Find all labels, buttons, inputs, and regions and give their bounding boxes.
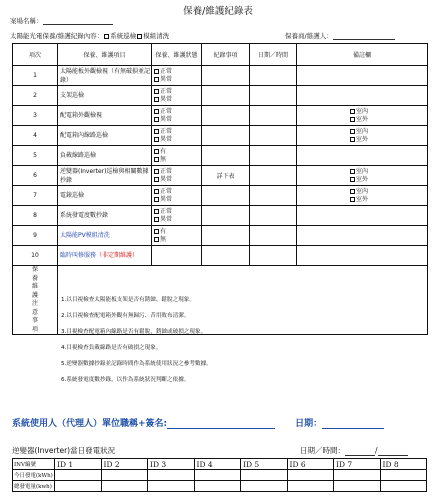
row-status xyxy=(152,166,202,186)
row-item xyxy=(58,226,152,246)
inv-id-header: ID 4 xyxy=(194,459,241,470)
row-note xyxy=(297,86,428,106)
header-datetime: 日期／時間 xyxy=(250,44,297,66)
status-checkbox[interactable] xyxy=(154,129,159,134)
row-note xyxy=(297,226,428,246)
row-datetime[interactable] xyxy=(250,186,297,206)
notes-label-char: 注 xyxy=(31,300,38,307)
row-status xyxy=(152,126,202,146)
status-option[interactable] xyxy=(152,116,201,124)
status-checkbox[interactable] xyxy=(154,117,159,122)
status-option[interactable] xyxy=(152,96,201,104)
row-no: 4 xyxy=(13,126,58,146)
row-datetime[interactable] xyxy=(250,86,297,106)
row-note xyxy=(297,186,428,206)
row-no: 1 xyxy=(13,66,58,86)
notes-label-char: 事 xyxy=(31,317,38,324)
note-option[interactable] xyxy=(297,188,427,196)
row-status xyxy=(152,146,202,166)
inv-today-cell[interactable] xyxy=(101,470,148,481)
checkbox-module-cleaning[interactable] xyxy=(137,34,142,39)
row-note xyxy=(297,66,428,86)
status-option[interactable] xyxy=(152,228,201,236)
note-option-label: 室外 xyxy=(356,175,369,183)
status-option[interactable] xyxy=(152,236,201,244)
row-item xyxy=(58,186,152,206)
status-option-label: 正常 xyxy=(160,67,173,75)
row-no: 10 xyxy=(13,246,58,266)
note-item: 2.以目視檢查配電箱外觀有無歸污、昔用敗布清潔。 xyxy=(61,313,190,319)
inv-total-label: 總發電量(kwh) xyxy=(13,481,55,492)
site-name-label: 案場名稱： xyxy=(10,17,43,25)
site-name-field[interactable] xyxy=(43,18,113,25)
row-item-text: 臨時叫修服務 xyxy=(60,252,97,259)
inv-id-header: ID 1 xyxy=(55,459,102,470)
table-row xyxy=(13,186,428,206)
signature-label: 系統使用人（代理人）單位職稱+簽名: xyxy=(12,419,168,429)
notes-label-char: 護 xyxy=(31,291,38,299)
row-no: 8 xyxy=(13,206,58,226)
inv-total-cell[interactable] xyxy=(101,481,148,492)
status-option[interactable] xyxy=(152,128,201,136)
inv-total-cell[interactable] xyxy=(194,481,241,492)
row-note xyxy=(297,166,428,186)
header-note: 備註欄 xyxy=(297,44,428,66)
inv-total-cell[interactable] xyxy=(55,481,102,492)
status-checkbox[interactable] xyxy=(154,89,159,94)
signature-field[interactable] xyxy=(167,420,275,429)
note-checkbox[interactable] xyxy=(350,189,355,194)
table-row xyxy=(13,226,428,246)
status-option[interactable] xyxy=(152,196,201,204)
status-checkbox[interactable] xyxy=(154,209,159,214)
row-item-text: 配電箱外觀檢視 xyxy=(60,112,103,119)
status-checkbox[interactable] xyxy=(154,97,159,102)
row-datetime[interactable] xyxy=(250,126,297,146)
row-item xyxy=(58,126,152,146)
row-item-text: 支架巡檢 xyxy=(60,92,85,99)
header-no: 項次 xyxy=(13,44,58,66)
status-option-label: 正常 xyxy=(160,107,173,115)
status-checkbox[interactable] xyxy=(154,69,159,74)
inv-today-cell[interactable] xyxy=(334,470,381,481)
note-option-label: 室外 xyxy=(356,115,369,123)
note-option[interactable] xyxy=(297,176,427,184)
row-item-text: 系統發電度數抄錄 xyxy=(60,212,109,219)
row-note xyxy=(297,106,428,126)
inv-total-cell[interactable] xyxy=(380,481,427,492)
row-record[interactable] xyxy=(202,106,250,126)
status-option-label: 無 xyxy=(160,235,167,243)
status-option[interactable] xyxy=(152,168,201,176)
row-note xyxy=(297,206,428,226)
row-record[interactable] xyxy=(202,146,250,166)
row-status xyxy=(152,206,202,226)
opt-module-cleaning-label: 模組清洗 xyxy=(143,32,170,40)
row-item-text: 配電箱內線路巡檢 xyxy=(60,132,109,139)
row-status xyxy=(152,106,202,126)
row-item xyxy=(58,166,152,186)
status-option-label: 異常 xyxy=(160,115,173,123)
status-checkbox[interactable] xyxy=(154,177,159,182)
row-datetime[interactable] xyxy=(250,226,297,246)
table-row xyxy=(13,86,428,106)
status-option[interactable] xyxy=(152,208,201,216)
row-no: 5 xyxy=(13,146,58,166)
row-item-red-text: （非定期維護） xyxy=(96,252,139,259)
inv-total-cell[interactable] xyxy=(287,481,334,492)
status-checkbox[interactable] xyxy=(154,137,159,142)
inv-today-cell[interactable] xyxy=(55,470,102,481)
status-checkbox[interactable] xyxy=(154,229,159,234)
row-item xyxy=(58,106,152,126)
row-item-text: 太陽能板外觀檢視（有無破損並記錄） xyxy=(60,67,151,84)
row-item xyxy=(58,246,152,266)
row-item xyxy=(58,66,152,86)
row-datetime[interactable] xyxy=(250,106,297,126)
inv-total-cell[interactable] xyxy=(241,481,288,492)
status-checkbox[interactable] xyxy=(154,217,159,222)
row-record[interactable]: 詳下表 xyxy=(202,166,250,186)
row-datetime[interactable] xyxy=(250,206,297,226)
row-item-text: 逆變器(Inverter)巡檢與相關數據抄錄 xyxy=(60,167,149,184)
note-item: 6.系統發電度數抄錄，以作為系統狀況判斷之依據。 xyxy=(61,377,190,383)
signature-line xyxy=(12,416,384,429)
status-option[interactable] xyxy=(152,68,201,76)
status-option[interactable] xyxy=(152,136,201,144)
maint-content-line xyxy=(10,31,169,40)
maintainer-field[interactable] xyxy=(333,33,395,40)
note-checkbox[interactable] xyxy=(350,137,355,142)
note-option-label: 室內 xyxy=(356,107,369,115)
note-option[interactable] xyxy=(297,136,427,144)
row-status xyxy=(152,66,202,86)
status-option-label: 正常 xyxy=(160,207,173,215)
notes-cell xyxy=(58,266,428,383)
status-option[interactable] xyxy=(152,148,201,156)
inv-total-cell[interactable] xyxy=(148,481,195,492)
note-item: 1.以目視檢查太陽能板支架是否有銹蝕、鬆脫之現象。 xyxy=(61,297,195,303)
status-option-label: 正常 xyxy=(160,87,173,95)
row-record[interactable] xyxy=(202,86,250,106)
inverter-date-line xyxy=(300,445,408,456)
row-record[interactable] xyxy=(202,186,250,206)
row-item-text: 太陽能PV模組清洗 xyxy=(60,232,110,239)
note-item: 5.逆變器數據抄錄並記錄時間作為系統使用狀況之參考數據。 xyxy=(61,361,212,367)
notes-label-char: 項 xyxy=(31,325,38,333)
row-item-text: 電錶巡檢 xyxy=(60,192,85,199)
header-record: 紀錄事項 xyxy=(202,44,250,66)
note-item: 3.目視檢查配電箱內線路是否有鬆脫，銹蝕或破損之現象。 xyxy=(61,329,207,335)
inverter-table xyxy=(12,458,427,492)
inv-today-label: 今日發電(kWh) xyxy=(13,470,55,481)
inv-today-cell[interactable] xyxy=(380,470,427,481)
inv-id-header: ID 8 xyxy=(380,459,427,470)
note-option[interactable] xyxy=(297,128,427,136)
status-option[interactable] xyxy=(152,188,201,196)
row-note xyxy=(297,146,428,166)
inv-today-cell[interactable] xyxy=(241,470,288,481)
inv-id-header: ID 2 xyxy=(101,459,148,470)
table-row xyxy=(13,126,428,146)
row-no: 3 xyxy=(13,106,58,126)
status-option-label: 正常 xyxy=(160,187,173,195)
inverter-date-sep: / xyxy=(375,446,378,455)
row-note xyxy=(297,126,428,146)
inverter-date-label: 日期／時間： xyxy=(300,446,345,455)
inverter-date-field-2[interactable] xyxy=(378,448,408,456)
row-no: 2 xyxy=(13,86,58,106)
notes-label-char: 養 xyxy=(31,274,38,282)
inv-total-cell[interactable] xyxy=(334,481,381,492)
note-option[interactable] xyxy=(297,196,427,204)
maintainer-label: 保養商/維護人： xyxy=(285,32,333,40)
row-item xyxy=(58,86,152,106)
status-option[interactable] xyxy=(152,156,201,164)
note-option-label: 室內 xyxy=(356,127,369,135)
row-datetime[interactable] xyxy=(250,246,297,266)
status-checkbox[interactable] xyxy=(154,157,159,162)
maintenance-table xyxy=(12,43,428,383)
header-status: 保養、維護狀態 xyxy=(152,44,202,66)
row-note xyxy=(297,246,428,266)
row-record[interactable] xyxy=(202,246,250,266)
row-datetime[interactable] xyxy=(250,66,297,86)
table-row xyxy=(13,206,428,226)
opt-system-inspection-label: 系統巡檢 xyxy=(110,32,137,40)
note-option-label: 室內 xyxy=(356,167,369,175)
page-title: 保養/維護紀錄表 xyxy=(183,6,253,17)
row-datetime[interactable] xyxy=(250,146,297,166)
status-option-label: 正常 xyxy=(160,167,173,175)
table-row xyxy=(13,146,428,166)
status-checkbox[interactable] xyxy=(154,109,159,114)
table-row xyxy=(13,66,428,86)
maint-content-label: 太陽能光電保養/維護紀錄內容： xyxy=(10,32,104,40)
note-checkbox[interactable] xyxy=(350,169,355,174)
status-option-label: 無 xyxy=(160,155,167,163)
sign-date-field[interactable] xyxy=(322,420,384,429)
status-checkbox[interactable] xyxy=(154,169,159,174)
status-option-label: 異常 xyxy=(160,135,173,143)
note-checkbox[interactable] xyxy=(350,197,355,202)
status-option-label: 異常 xyxy=(160,175,173,183)
status-option-label: 異常 xyxy=(160,95,173,103)
status-option-label: 有 xyxy=(160,227,167,235)
row-record[interactable] xyxy=(202,206,250,226)
row-record[interactable] xyxy=(202,126,250,146)
inv-today-cell[interactable] xyxy=(287,470,334,481)
status-option-label: 正常 xyxy=(160,127,173,135)
table-row xyxy=(13,106,428,126)
row-no: 9 xyxy=(13,226,58,246)
inv-id-header: ID 6 xyxy=(287,459,334,470)
note-checkbox[interactable] xyxy=(350,109,355,114)
inv-id-header: ID 3 xyxy=(148,459,195,470)
row-record[interactable] xyxy=(202,226,250,246)
site-name-line xyxy=(10,16,113,25)
sign-date-label: 日期： xyxy=(295,419,323,429)
row-item xyxy=(58,206,152,226)
inv-header-label: INV編號 xyxy=(13,459,55,470)
note-option[interactable] xyxy=(297,108,427,116)
row-no: 6 xyxy=(13,166,58,186)
status-checkbox[interactable] xyxy=(154,189,159,194)
status-checkbox[interactable] xyxy=(154,237,159,242)
note-item: 4.目視檢查負載線路是否有破損之現象。 xyxy=(61,345,162,351)
inv-id-header: ID 7 xyxy=(334,459,381,470)
note-checkbox[interactable] xyxy=(350,117,355,122)
status-option[interactable] xyxy=(152,108,201,116)
header-item: 保養、維護項目 xyxy=(58,44,152,66)
row-status xyxy=(152,246,202,266)
row-item xyxy=(58,146,152,166)
inv-id-header: ID 5 xyxy=(241,459,288,470)
table-row xyxy=(13,246,428,266)
inv-today-cell[interactable] xyxy=(194,470,241,481)
row-datetime[interactable] xyxy=(250,166,297,186)
status-option[interactable] xyxy=(152,216,201,224)
status-checkbox[interactable] xyxy=(154,149,159,154)
status-option-label: 異常 xyxy=(160,75,173,83)
row-item-text: 負載線路巡檢 xyxy=(60,152,97,159)
row-status xyxy=(152,186,202,206)
notes-label-char: 保 xyxy=(31,266,38,273)
status-checkbox[interactable] xyxy=(154,77,159,82)
inverter-date-field-1[interactable] xyxy=(345,448,375,456)
note-option-label: 室外 xyxy=(356,135,369,143)
inverter-title: 逆變器(Inverter)當日發電狀況 xyxy=(12,446,116,455)
row-status xyxy=(152,226,202,246)
status-checkbox[interactable] xyxy=(154,197,159,202)
checkbox-system-inspection[interactable] xyxy=(104,34,109,39)
notes-label-char: 維 xyxy=(31,283,38,290)
note-checkbox[interactable] xyxy=(350,177,355,182)
status-option-label: 有 xyxy=(160,147,167,155)
row-status xyxy=(152,86,202,106)
note-checkbox[interactable] xyxy=(350,129,355,134)
status-option-label: 異常 xyxy=(160,215,173,223)
status-option[interactable] xyxy=(152,176,201,184)
row-record[interactable] xyxy=(202,66,250,86)
note-option-label: 室內 xyxy=(356,187,369,195)
status-option-label: 異常 xyxy=(160,195,173,203)
note-option[interactable] xyxy=(297,168,427,176)
notes-label-char: 意 xyxy=(31,308,38,316)
notes-label xyxy=(13,266,58,335)
row-no: 7 xyxy=(13,186,58,206)
note-option-label: 室外 xyxy=(356,195,369,203)
inv-today-cell[interactable] xyxy=(148,470,195,481)
status-option[interactable] xyxy=(152,76,201,84)
table-row xyxy=(13,166,428,186)
status-option[interactable] xyxy=(152,88,201,96)
note-option[interactable] xyxy=(297,116,427,124)
maintainer-line xyxy=(285,31,395,40)
